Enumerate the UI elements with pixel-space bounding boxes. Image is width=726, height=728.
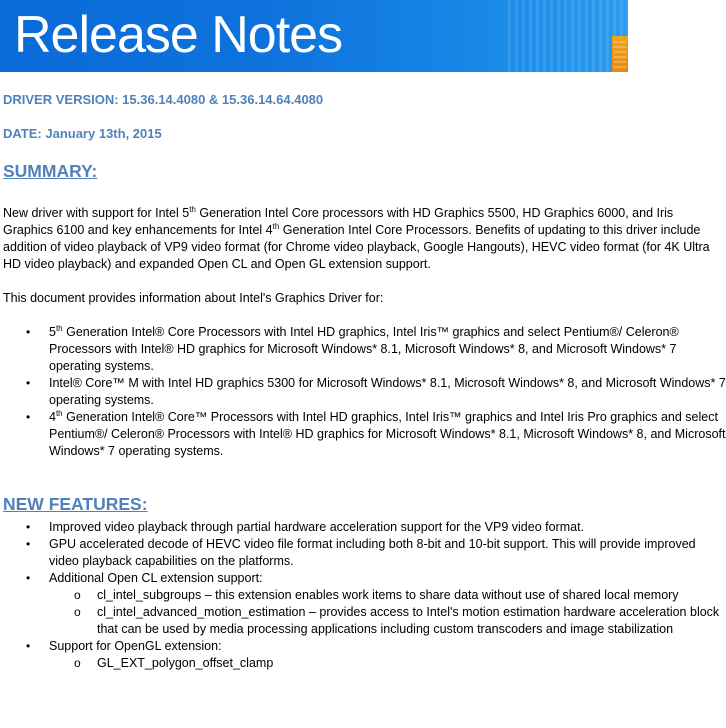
feature-hevc: GPU accelerated decode of HEVC video file format including both 8-bit and 10-bit support. This will provide improved video playback capabilities on the platforms. xyxy=(49,537,696,568)
list-item xyxy=(0,536,726,570)
feature-cl-subgroups: cl_intel_subgroups – this extension enables work items to share data without use of shared local memory xyxy=(97,588,679,602)
summary-text-b: Generation Intel Core processors with HD Graphics 5500, HD Graphics 6000, and Iris Graphics 6100 and key enhancements for Intel 4 xyxy=(3,206,674,237)
sub-bullet-icon: o xyxy=(74,605,81,619)
summary-heading: SUMMARY: xyxy=(3,161,98,181)
summary-sup-2: th xyxy=(272,221,280,231)
list-item xyxy=(0,587,726,604)
bullet-icon: • xyxy=(26,639,31,653)
list-item xyxy=(0,409,726,460)
list-item xyxy=(0,324,726,375)
opencl-sublist xyxy=(0,587,726,638)
summary-text-c: Generation Intel Core Processors. Benefits of updating to this driver include addition of video playback of VP9 video format (for Chrome video playback, Google Hangouts), HEVC video format (for 4K Ultra HD video playback) and expanded Open CL and Open GL extension support. xyxy=(3,223,710,271)
release-notes-banner xyxy=(0,0,628,72)
sub-bullet-icon: o xyxy=(74,588,81,602)
feature-opencl: Additional Open CL extension support: xyxy=(49,571,263,585)
bullet-icon: • xyxy=(26,571,31,585)
summary-intro: This document provides information about Intel's Graphics Driver for: xyxy=(3,291,384,305)
list-item xyxy=(0,655,726,672)
feature-opengl: Support for OpenGL extension: xyxy=(49,639,222,653)
banner-title: Release Notes xyxy=(14,6,343,64)
driver-version: DRIVER VERSION: 15.36.14.4080 & 15.36.14.64.4080 xyxy=(3,92,324,107)
summary-bullet-2: Intel® Core™ M with Intel HD graphics 5300 for Microsoft Windows* 8.1, Microsoft Windows* 8, and Microsoft Windows* 7 operating systems. xyxy=(49,376,726,407)
summary-bullet-3-b: Generation Intel® Core™ Processors with Intel HD graphics, Intel Iris™ graphics and Intel Iris Pro graphics and select Pentium®/ Celeron® Processors with Intel® HD graphics for Microsoft Windows* 8.1, Microsoft Windows* 8, and Microsoft Windows* 7 operating systems. xyxy=(49,410,726,458)
new-features-heading: NEW FEATURES: xyxy=(3,494,148,514)
summary-bullet-1-sup: th xyxy=(55,323,63,333)
list-item xyxy=(0,638,726,672)
feature-gl-polygon-offset: GL_EXT_polygon_offset_clamp xyxy=(97,656,274,670)
intel-corner-badge xyxy=(612,36,628,72)
sub-bullet-icon: o xyxy=(74,656,81,670)
summary-bullet-1-a: 5 xyxy=(49,325,56,339)
bullet-icon: • xyxy=(26,410,31,424)
bullet-icon: • xyxy=(26,537,31,551)
list-item xyxy=(0,570,726,638)
summary-paragraph xyxy=(3,205,718,273)
summary-bullet-3-sup: th xyxy=(55,408,63,418)
bullet-icon: • xyxy=(26,325,31,339)
bullet-icon: • xyxy=(26,520,31,534)
feature-vp9: Improved video playback through partial hardware acceleration support for the VP9 video format. xyxy=(49,520,585,534)
summary-bullet-1-b: Generation Intel® Core Processors with Intel HD graphics, Intel Iris™ graphics and select Pentium®/ Celeron® Processors with Intel® HD graphics for Microsoft Windows* 8.1, Microsoft Windows* 8, and Microsoft Windows* 7 operating systems. xyxy=(49,325,679,373)
summary-sup-1: th xyxy=(189,204,196,214)
list-item xyxy=(0,519,726,536)
bullet-icon: • xyxy=(26,376,31,390)
summary-bullet-3-a: 4 xyxy=(49,410,56,424)
feature-cl-motion-estimation: cl_intel_advanced_motion_estimation – provides access to Intel's motion estimation hardware acceleration block that can be used by media processing applications including custom transcoders and image stabilization xyxy=(97,605,720,636)
new-features-list xyxy=(0,519,726,672)
summary-text-a: New driver with support for Intel 5 xyxy=(3,206,190,220)
opengl-sublist xyxy=(0,655,726,672)
list-item xyxy=(0,604,726,638)
list-item xyxy=(0,375,726,409)
release-date: DATE: January 13th, 2015 xyxy=(3,126,162,141)
summary-bullet-list xyxy=(0,324,726,460)
banner-stripes xyxy=(508,0,628,72)
